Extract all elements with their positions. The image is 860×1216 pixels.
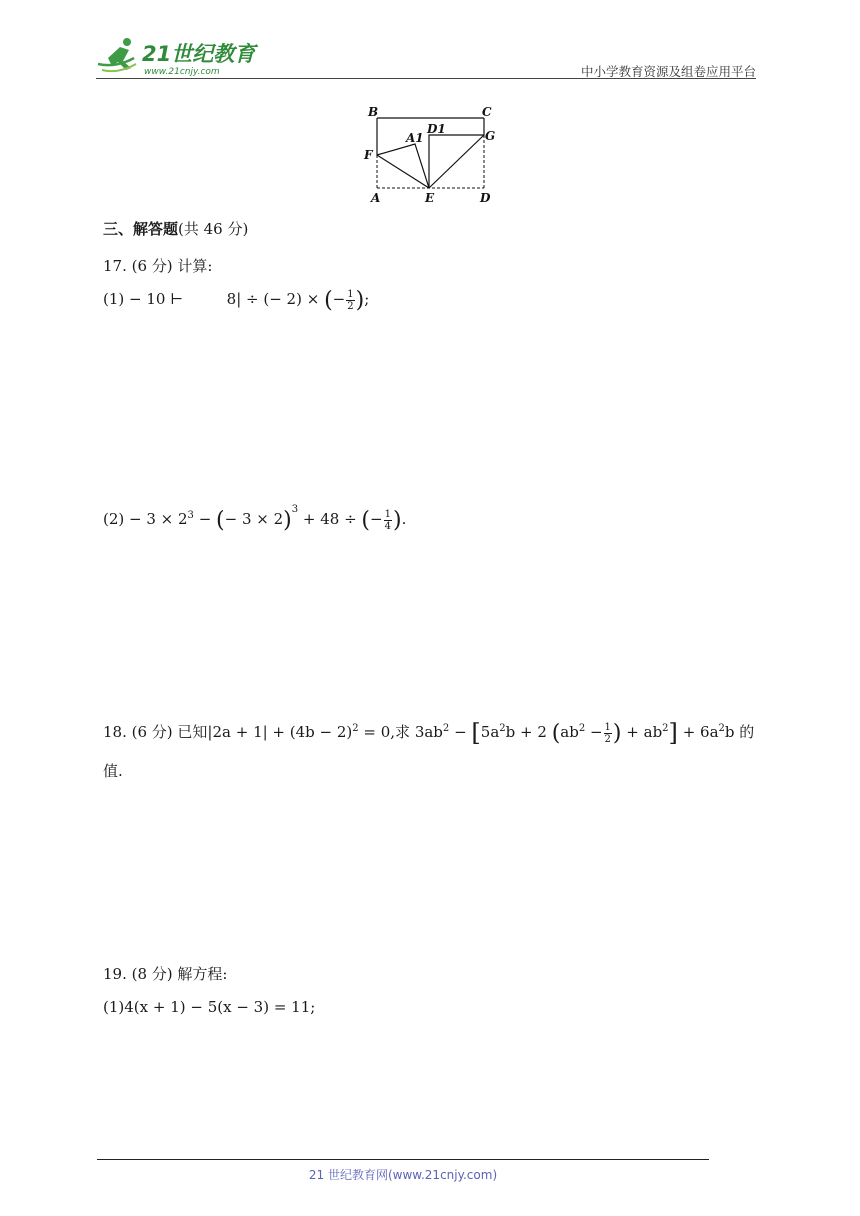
site-logo: [96, 34, 266, 80]
q17-p2-fraction: $\frac{1}{4}$: [384, 508, 391, 532]
segment-eg: [429, 135, 484, 188]
section-points: (共 46 分): [178, 220, 249, 238]
label-e: E: [425, 191, 435, 205]
label-c: C: [482, 105, 492, 119]
section-title: [103, 218, 248, 239]
q17-p1-fraction: $\frac{1}{2}$: [347, 288, 354, 312]
q17-p1-mid: 8| ÷ (− 2) ×: [226, 290, 320, 308]
section-title-text: 三、解答题: [103, 220, 179, 238]
segment-fe: [377, 155, 429, 188]
q19-part1: (1)4(x + 1) − 5(x − 3) = 11;: [103, 998, 316, 1016]
label-d: D: [480, 191, 491, 205]
q18-fraction: $\frac{1}{2}$: [604, 721, 611, 745]
runner-icon: [98, 38, 136, 71]
q17-p1-prefix: (1) − 10 ⊢: [103, 290, 184, 308]
header-divider: [96, 78, 756, 79]
label-a1: A1: [406, 131, 424, 145]
logo-url: www.21cnjy.com: [144, 67, 220, 77]
label-f: F: [364, 148, 373, 162]
footer-link[interactable]: 21 世纪教育网(www.21cnjy.com): [308, 1168, 498, 1182]
label-d1: D1: [427, 122, 446, 136]
header-platform-text: 中小学教育资源及组卷应用平台: [580, 64, 756, 79]
q17-part1: (1) − 10 ⊢ 8| ÷ (− 2) × (− $\frac{1}{2}$ );: [103, 288, 370, 313]
q18-line1: 18. (6 分) 已知$|2a + 1| + (4b - 2)^2 = 0$,求 $3ab^2 - [5a^2b + 2$ ($ab^2$ − $\frac{1}{2}$ ) + $ab^2] + 6a^2b$ 的: [103, 719, 755, 747]
label-a: A: [371, 191, 381, 205]
segment-fa1e: [377, 144, 429, 188]
q17-part2: $(2) - 3 \times 2^3$ − (− 3 × 2)$^3$ + 48 ÷ (− $\frac{1}{4}$ ).: [103, 504, 407, 533]
label-g: G: [485, 129, 496, 143]
logo-text: 21世纪教育: [142, 42, 256, 66]
q17-stem: 17. (6 分) 计算:: [103, 257, 213, 275]
geometry-figure: [360, 102, 510, 210]
q19-stem: 19. (8 分) 解方程:: [103, 965, 228, 983]
footer-divider: [97, 1159, 709, 1160]
label-b: B: [368, 105, 379, 119]
q18-line2: 值.: [103, 762, 123, 780]
